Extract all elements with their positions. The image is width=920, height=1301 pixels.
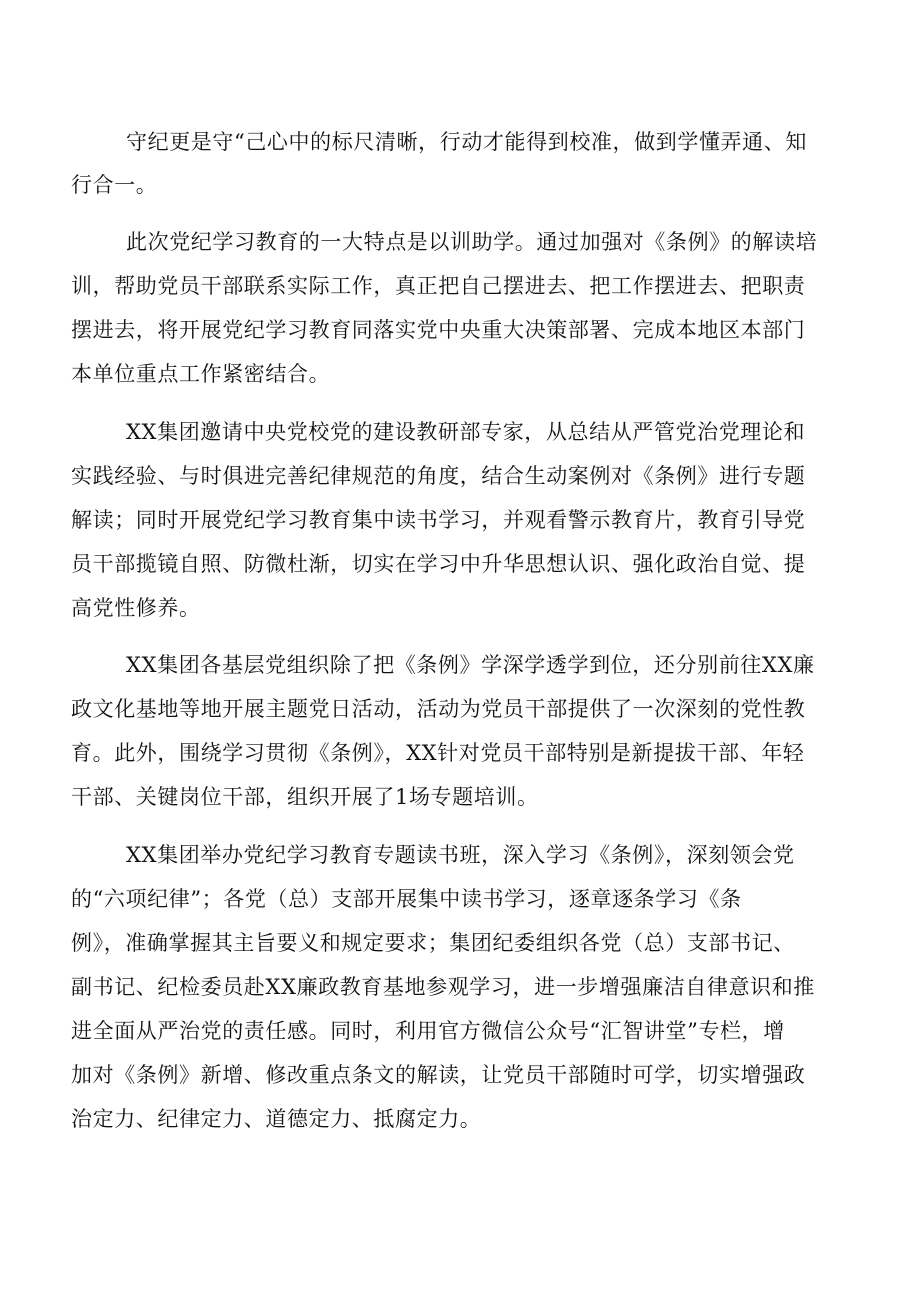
paragraph-line: 摆进去，将开展党纪学习教育同落实党中央重大决策部署、完成本地区本部门 [71, 318, 806, 342]
paragraph-line: 加对《条例》新增、修改重点条文的解读，让党员干部随时可学，切实增强政 [71, 1063, 806, 1087]
paragraph-line: 进全面从严治党的责任感。同时，利用官方微信公众号“汇智讲堂”专栏，增 [71, 1019, 785, 1043]
paragraph-line: 训，帮助党员干部联系实际工作，真正把自己摆进去、把工作摆进去、把职责 [71, 274, 806, 298]
paragraph-line: 政文化基地等地开展主题党日活动，活动为党员干部提供了一次深刻的党性教 [71, 697, 806, 721]
paragraph-line: 育。此外，围绕学习贯彻《条例》，XX针对党员干部特别是新提拔干部、年轻 [71, 741, 805, 765]
paragraph-line: 行合一。 [71, 173, 158, 197]
paragraph-line: 此次党纪学习教育的一大特点是以训助学。通过加强对《条例》的解读培 [126, 230, 818, 254]
paragraph-line: 守纪更是守“己心中的标尺清晰，行动才能得到校准，做到学懂弄通、知 [126, 130, 807, 154]
paragraph-line: 本单位重点工作紧密结合。 [71, 362, 331, 386]
paragraph-line: 副书记、纪检委员赴XX廉政教育基地参观学习，进一步增强廉洁自律意识和推 [71, 975, 815, 999]
paragraph-line: XX集团邀请中央党校党的建设教研部专家，从总结从严管党治党理论和 [126, 420, 806, 444]
paragraph-line: XX集团各基层党组织除了把《条例》学深学透学到位，还分别前往XX廉 [126, 653, 815, 677]
paragraph-line: 高党性修养。 [71, 596, 201, 620]
paragraph-line: 的“六项纪律”；各党（总）支部开展集中读书学习，逐章逐条学习《条 [71, 887, 742, 911]
paragraph-line: 治定力、纪律定力、道德定力、抵腐定力。 [71, 1107, 482, 1131]
paragraph-line: 例》，准确掌握其主旨要义和规定要求；集团纪委组织各党（总）支部书记、 [71, 931, 795, 955]
paragraph-line: 解读；同时开展党纪学习教育集中读书学习，并观看警示教育片，教育引导党 [71, 508, 806, 532]
paragraph-line: 干部、关键岗位干部，组织开展了1场专题培训。 [71, 785, 539, 809]
paragraph-line: 员干部揽镜自照、防微杜渐，切实在学习中升华思想认识、强化政治自觉、提 [71, 552, 806, 576]
paragraph-line: XX集团举办党纪学习教育专题读书班，深入学习《条例》，深刻领会党 [126, 843, 795, 867]
paragraph-line: 实践经验、与时俱进完善纪律规范的角度，结合生动案例对《条例》进行专题 [71, 464, 806, 488]
